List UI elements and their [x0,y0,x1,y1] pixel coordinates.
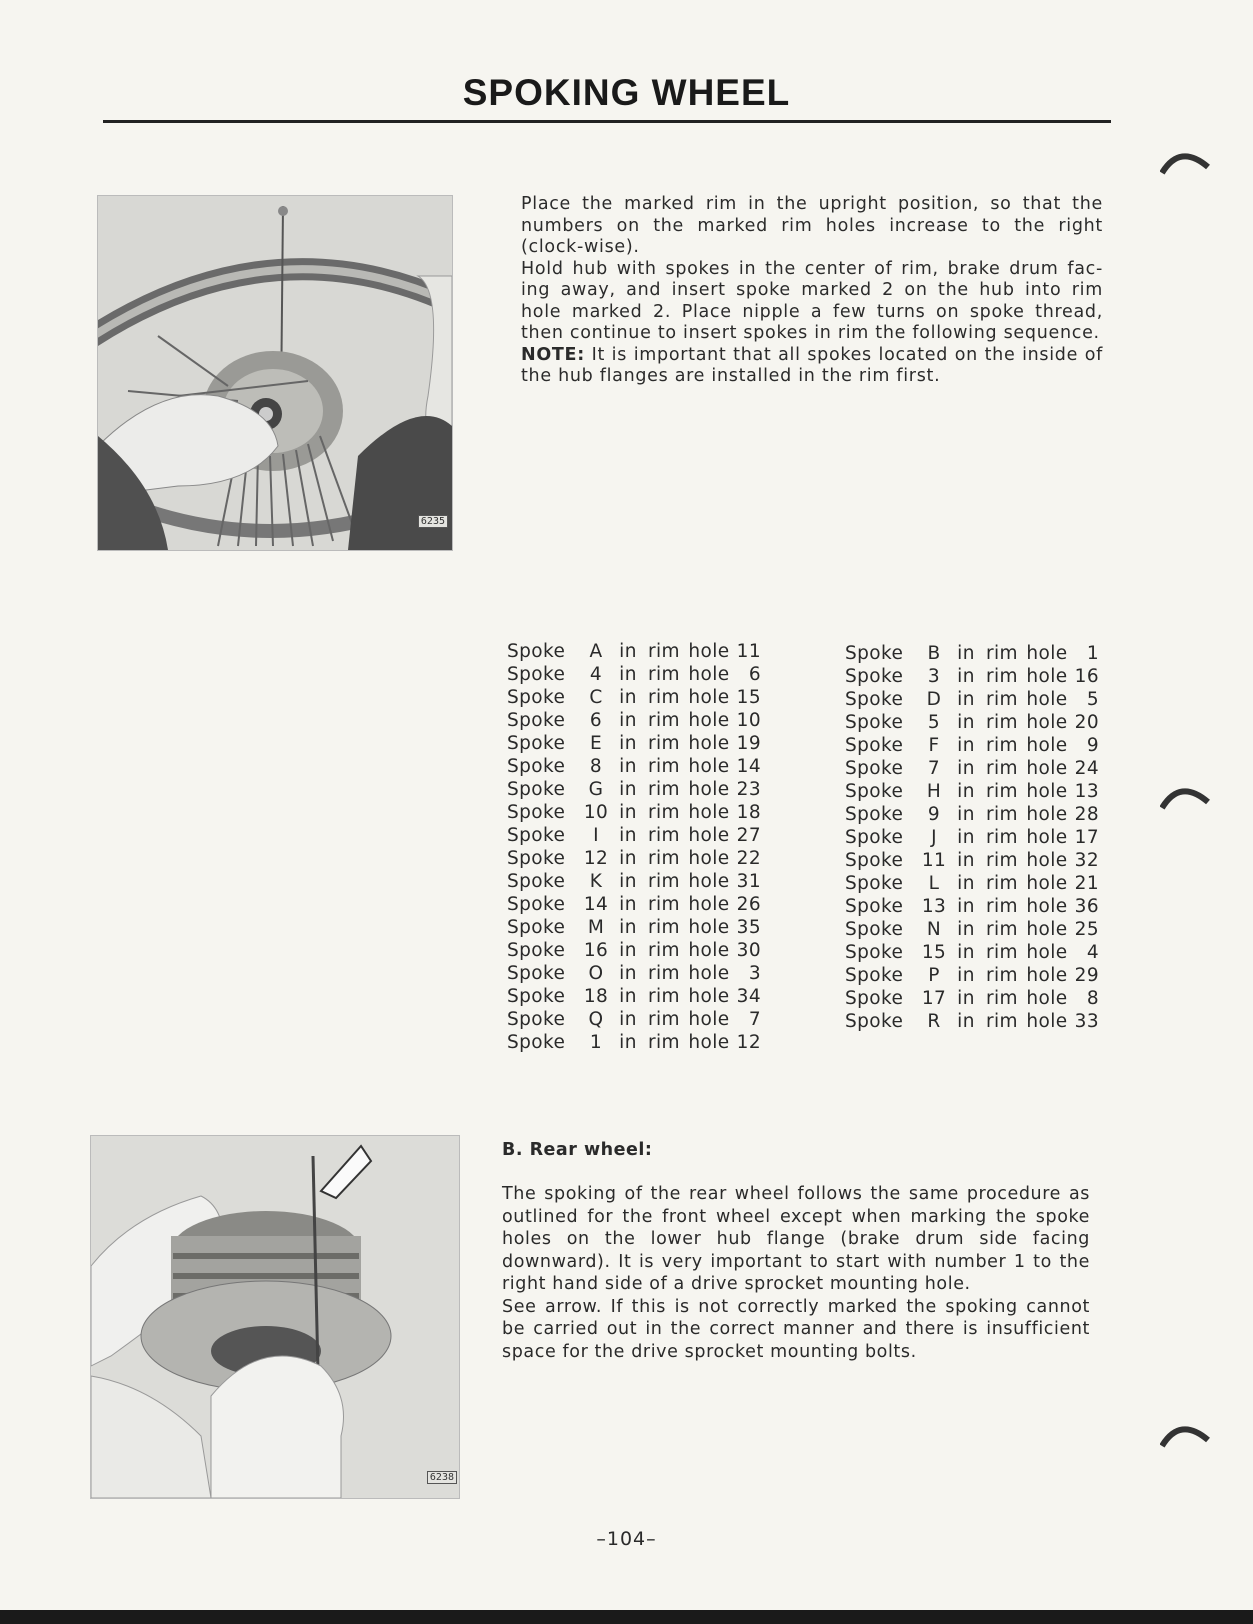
rim-hole-number: 8 [1086,988,1099,1009]
rim-word: rim [986,666,1018,687]
intro-paragraph [521,194,1103,388]
spoke-row [507,824,761,847]
hole-word: hole [1026,689,1068,710]
rim-word: rim [648,710,680,731]
hole-word: hole [1026,896,1068,917]
spoke-word: Spoke [845,919,904,940]
rim-hole-number: 3 [748,963,761,984]
rim-word: rim [648,917,680,938]
rim-hole-number: 20 [1074,712,1099,733]
spoke-word: Spoke [507,848,566,869]
spoke-word: Spoke [507,664,566,685]
spoke-row [507,663,761,686]
rim-word: rim [648,940,680,961]
hole-word: hole [688,802,730,823]
rim-hole-number: 25 [1074,919,1099,940]
spoke-word: Spoke [845,781,904,802]
note [521,345,1103,388]
rim-word: rim [986,804,1018,825]
rim-word: rim [986,689,1018,710]
hole-word: hole [1026,942,1068,963]
spoke-id: N [926,919,942,940]
hole-word: hole [688,710,730,731]
rim-word: rim [986,781,1018,802]
spoke-id: J [931,827,937,848]
in-word: in [957,689,975,710]
rim-word: rim [648,779,680,800]
in-word: in [619,641,637,662]
spoke-id: 9 [927,804,941,825]
spoke-id: 10 [583,802,609,823]
title-rule [103,120,1111,123]
rim-word: rim [648,641,680,662]
spoke-word: Spoke [845,827,904,848]
rim-hole-number: 5 [1086,689,1099,710]
rim-word: rim [986,988,1018,1009]
hole-word: hole [688,963,730,984]
spoke-id: R [927,1011,941,1032]
binder-ring-icon [1160,780,1210,810]
binder-ring-icon [1160,1418,1210,1448]
in-word: in [619,802,637,823]
hole-word: hole [688,871,730,892]
spoke-row [845,872,1099,895]
rim-word: rim [648,1032,680,1053]
rim-word: rim [648,664,680,685]
spoke-word: Spoke [507,641,566,662]
in-word: in [619,733,637,754]
in-word: in [619,940,637,961]
spoke-row [845,803,1099,826]
rim-word: rim [986,850,1018,871]
spoke-word: Spoke [507,894,566,915]
spoke-word: Spoke [507,802,566,823]
spoke-word: Spoke [507,986,566,1007]
hole-word: hole [688,1032,730,1053]
spoke-id: I [593,825,599,846]
rim-hole-number: 15 [736,687,761,708]
spoke-row [845,895,1099,918]
photo-code-label: 6235 [418,515,448,528]
note-label: NOTE: [521,344,585,365]
spoke-word: Spoke [507,733,566,754]
spoke-row [845,964,1099,987]
rim-hole-number: 16 [1074,666,1099,687]
in-word: in [957,758,975,779]
spoke-row [845,780,1099,803]
rim-hole-number: 28 [1074,804,1099,825]
spoke-id: 13 [921,896,947,917]
spoke-row [845,711,1099,734]
rear-wheel-line: See arrow. If this is not correctly marked the spoking cannot be carried out in the correct manner and there is insufficient space for the drive sprocket mounting bolts. [502,1296,1090,1362]
spoke-word: Spoke [845,850,904,871]
hole-word: hole [688,733,730,754]
in-word: in [619,664,637,685]
hole-word: hole [1026,919,1068,940]
rim-hole-number: 30 [736,940,761,961]
rim-hole-number: 23 [736,779,761,800]
spoke-word: Spoke [507,825,566,846]
spoke-row [507,640,761,663]
spoke-row [845,826,1099,849]
photo-code-label: 6238 [427,1471,457,1484]
rim-word: rim [986,758,1018,779]
rear-wheel-body [502,1183,1090,1363]
rim-hole-number: 6 [748,664,761,685]
in-word: in [957,712,975,733]
spoke-sequence-right [845,642,1099,1033]
rim-word: rim [648,963,680,984]
in-word: in [957,804,975,825]
hole-word: hole [1026,873,1068,894]
hub-illustration [91,1136,459,1498]
in-word: in [957,873,975,894]
rim-hole-number: 4 [1086,942,1099,963]
in-word: in [619,1009,637,1030]
rim-hole-number: 22 [736,848,761,869]
in-word: in [619,756,637,777]
hole-word: hole [688,641,730,662]
in-word: in [619,687,637,708]
spoke-word: Spoke [507,917,566,938]
spoke-row [507,893,761,916]
spoke-row [507,686,761,709]
spoke-id: K [589,871,603,892]
rim-word: rim [986,827,1018,848]
note-text: It is important that all spokes located on the inside of the hub flanges are installed in the rim first. [521,344,1104,386]
in-word: in [619,710,637,731]
hole-word: hole [688,917,730,938]
spoke-row [507,916,761,939]
rim-hole-number: 26 [736,894,761,915]
spoke-id: E [589,733,603,754]
spoke-word: Spoke [507,963,566,984]
spoke-word: Spoke [507,1032,566,1053]
rim-hole-number: 14 [736,756,761,777]
rim-word: rim [648,733,680,754]
spoke-row [845,642,1099,665]
spoke-word: Spoke [845,873,904,894]
in-word: in [957,965,975,986]
rim-hole-number: 31 [736,871,761,892]
rim-word: rim [986,919,1018,940]
spoke-word: Spoke [845,804,904,825]
rim-hole-number: 19 [736,733,761,754]
rim-hole-number: 1 [1086,643,1099,664]
spoke-row [507,870,761,893]
spoke-word: Spoke [845,712,904,733]
spoke-word: Spoke [507,940,566,961]
spoke-row [845,734,1099,757]
spoke-id: 18 [583,986,609,1007]
wheel-illustration [98,196,452,550]
spoke-id: F [928,735,940,756]
rim-hole-number: 35 [736,917,761,938]
rim-hole-number: 36 [1074,896,1099,917]
scan-edge [0,1610,1253,1624]
in-word: in [619,825,637,846]
rim-word: rim [986,1011,1018,1032]
binder-ring-icon [1160,145,1210,175]
spoke-row [507,939,761,962]
spoke-row [507,1008,761,1031]
in-word: in [619,848,637,869]
rim-hole-number: 18 [736,802,761,823]
hole-word: hole [688,779,730,800]
rim-word: rim [986,643,1018,664]
spoke-id: 17 [921,988,947,1009]
hole-word: hole [1026,850,1068,871]
hole-word: hole [688,687,730,708]
hole-word: hole [1026,781,1068,802]
rim-word: rim [648,687,680,708]
spoke-id: H [926,781,942,802]
page-title: SPOKING WHEEL [462,72,791,113]
in-word: in [957,896,975,917]
intro-line: Place the marked rim in the upright position, so that the numbers on the marked rim holes increase to the right (clock-wise). [521,194,1103,257]
rim-hole-number: 10 [736,710,761,731]
spoke-id: 7 [927,758,941,779]
spoke-row [507,801,761,824]
rim-word: rim [986,896,1018,917]
in-word: in [957,919,975,940]
hole-word: hole [1026,712,1068,733]
in-word: in [619,917,637,938]
spoke-id: D [926,689,942,710]
spoke-word: Spoke [845,758,904,779]
page-number: –104– [596,1528,657,1550]
in-word: in [619,963,637,984]
rim-word: rim [648,1009,680,1030]
rim-hole-number: 17 [1074,827,1099,848]
rim-word: rim [648,894,680,915]
spoke-row [507,778,761,801]
in-word: in [957,781,975,802]
hole-word: hole [1026,643,1068,664]
spoke-word: Spoke [845,988,904,1009]
hole-word: hole [1026,758,1068,779]
in-word: in [619,986,637,1007]
hole-word: hole [1026,666,1068,687]
in-word: in [957,988,975,1009]
spoke-id: P [928,965,940,986]
spoke-word: Spoke [507,710,566,731]
spoke-id: 14 [583,894,609,915]
spoke-row [507,847,761,870]
spoke-word: Spoke [507,871,566,892]
rim-hole-number: 27 [736,825,761,846]
spoke-word: Spoke [507,756,566,777]
rear-wheel-heading: B. Rear wheel: [502,1140,653,1160]
spoke-row [507,1031,761,1054]
spoke-word: Spoke [845,735,904,756]
spoke-row [845,987,1099,1010]
front-wheel-photo [97,195,453,551]
in-word: in [619,779,637,800]
hole-word: hole [688,1009,730,1030]
in-word: in [957,850,975,871]
hole-word: hole [1026,1011,1068,1032]
spoke-row [507,732,761,755]
spoke-id: A [589,641,603,662]
hole-word: hole [688,986,730,1007]
spoke-id: 6 [589,710,603,731]
spoke-word: Spoke [507,687,566,708]
spoke-word: Spoke [507,1009,566,1030]
in-word: in [957,666,975,687]
spoke-word: Spoke [507,779,566,800]
rim-word: rim [986,712,1018,733]
in-word: in [957,942,975,963]
spoke-id: C [589,687,603,708]
spoke-id: L [928,873,940,894]
rim-hole-number: 21 [1074,873,1099,894]
spoke-word: Spoke [845,643,904,664]
spoke-word: Spoke [845,965,904,986]
spoke-id: 15 [921,942,947,963]
spoke-word: Spoke [845,689,904,710]
hole-word: hole [1026,965,1068,986]
spoke-id: 3 [927,666,941,687]
in-word: in [957,735,975,756]
hole-word: hole [688,756,730,777]
hole-word: hole [1026,827,1068,848]
spoke-row [845,941,1099,964]
rim-hole-number: 34 [736,986,761,1007]
spoke-word: Spoke [845,1011,904,1032]
rim-word: rim [648,802,680,823]
spoke-row [845,665,1099,688]
hole-word: hole [688,894,730,915]
rim-hole-number: 24 [1074,758,1099,779]
spoke-row [507,962,761,985]
spoke-word: Spoke [845,942,904,963]
in-word: in [957,1011,975,1032]
rim-hole-number: 7 [748,1009,761,1030]
rim-word: rim [648,825,680,846]
spoke-row [507,709,761,732]
in-word: in [619,1032,637,1053]
in-word: in [619,871,637,892]
rim-hole-number: 9 [1086,735,1099,756]
hole-word: hole [1026,735,1068,756]
rim-word: rim [648,871,680,892]
rim-word: rim [986,965,1018,986]
spoke-row [845,1010,1099,1033]
spoke-id: B [927,643,941,664]
spoke-id: 5 [927,712,941,733]
rear-wheel-line: The spoking of the rear wheel follows the same procedure as outlined for the front wheel except when marking the spoke holes on the lower hub flange (brake drum side facing downward). It is very important to start with number 1 to the right hand side of a drive sprocket mounting hole. [502,1184,1090,1294]
in-word: in [957,643,975,664]
spoke-id: 8 [589,756,603,777]
rear-hub-photo [90,1135,460,1499]
spoke-row [845,918,1099,941]
spoke-sequence-left [507,640,761,1054]
spoke-row [845,849,1099,872]
spoke-word: Spoke [845,896,904,917]
in-word: in [957,827,975,848]
spoke-row [507,755,761,778]
spoke-word: Spoke [845,666,904,687]
spoke-id: 11 [921,850,947,871]
hole-word: hole [688,664,730,685]
rim-word: rim [986,942,1018,963]
spoke-row [845,757,1099,780]
intro-line: Hold hub with spokes in the center of rim, brake drum fac-ing away, and insert spoke marked 2 on the hub into rim hole marked 2. Place nipple a few turns on spoke thread, then continue to insert spokes in rim the following sequence. [521,258,1103,343]
rim-hole-number: 33 [1074,1011,1099,1032]
rim-hole-number: 12 [736,1032,761,1053]
spoke-row [507,985,761,1008]
spoke-id: 1 [589,1032,603,1053]
hole-word: hole [688,825,730,846]
rim-hole-number: 32 [1074,850,1099,871]
spoke-id: 16 [583,940,609,961]
spoke-id: 4 [589,664,603,685]
rim-word: rim [986,873,1018,894]
in-word: in [619,894,637,915]
hole-word: hole [1026,804,1068,825]
spoke-id: 12 [583,848,609,869]
rim-word: rim [986,735,1018,756]
hole-word: hole [688,940,730,961]
spoke-id: G [588,779,604,800]
rim-word: rim [648,848,680,869]
spoke-id: O [588,963,604,984]
spoke-row [845,688,1099,711]
rim-hole-number: 13 [1074,781,1099,802]
rim-hole-number: 29 [1074,965,1099,986]
spoke-id: M [587,917,605,938]
spoke-id: Q [588,1009,604,1030]
hole-word: hole [1026,988,1068,1009]
rim-word: rim [648,986,680,1007]
rim-word: rim [648,756,680,777]
rim-hole-number: 11 [736,641,761,662]
hole-word: hole [688,848,730,869]
